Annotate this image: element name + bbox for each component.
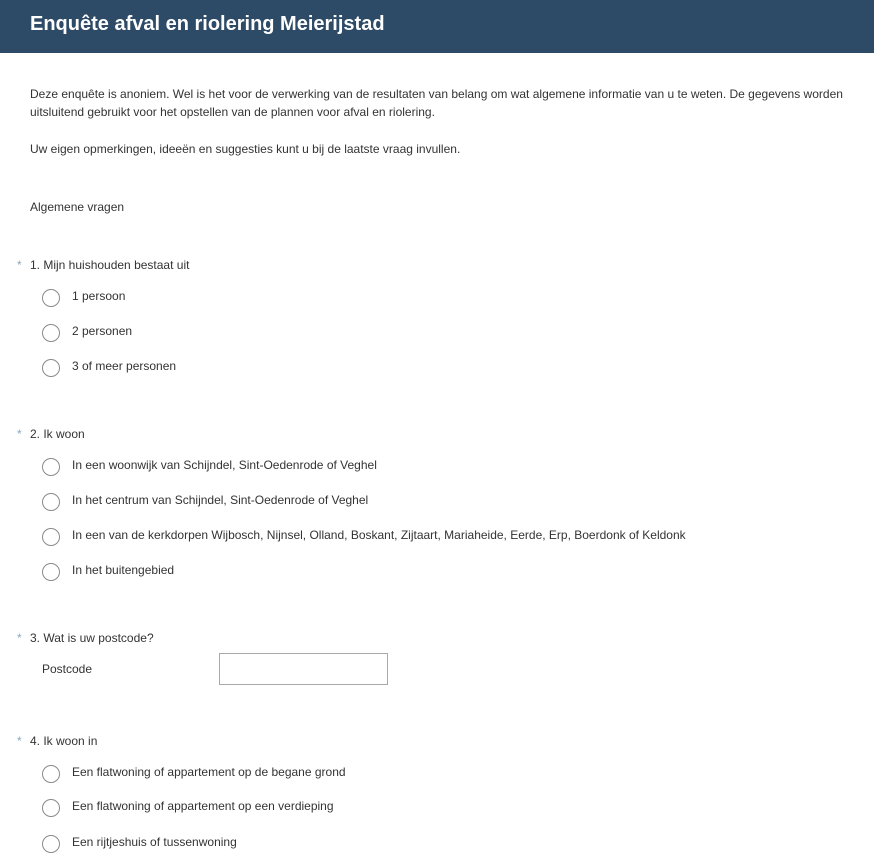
option-label: Een rijtjeshuis of tussenwoning: [72, 835, 237, 849]
required-asterisk-icon: *: [17, 427, 22, 441]
radio-option-flat-verdieping[interactable]: [42, 797, 334, 819]
question-label: 3. Wat is uw postcode?: [30, 631, 154, 645]
option-label: 3 of meer personen: [72, 359, 177, 373]
radio-button[interactable]: [42, 493, 60, 511]
radio-button[interactable]: [42, 765, 60, 783]
postcode-input[interactable]: [219, 653, 388, 685]
question-label: 2. Ik woon: [30, 427, 85, 441]
required-asterisk-icon: *: [17, 258, 22, 272]
radio-option-woonwijk[interactable]: [42, 456, 377, 478]
radio-option-centrum[interactable]: [42, 491, 368, 513]
radio-button[interactable]: [42, 289, 60, 307]
page-header: [0, 0, 874, 53]
radio-button[interactable]: [42, 835, 60, 853]
radio-button[interactable]: [42, 324, 60, 342]
radio-button[interactable]: [42, 458, 60, 476]
radio-option-buitengebied[interactable]: [42, 561, 174, 583]
radio-option-kerkdorpen[interactable]: [42, 526, 686, 548]
intro-paragraph-anonymous: Deze enquête is anoniem. Wel is het voor de verwerking van de resultaten van belang om wat algemene informatie van u te weten. De gegevens worden uitsluitend gebruikt voor het opstellen van de plannen voor afval en riolering.: [30, 87, 843, 119]
intro-paragraph-comments: Uw eigen opmerkingen, ideeën en suggesties kunt u bij de laatste vraag invullen.: [30, 142, 461, 156]
postcode-label: Postcode: [42, 662, 93, 676]
option-label: In het buitengebied: [72, 563, 175, 577]
radio-option-3-of-meer-personen[interactable]: [42, 357, 176, 379]
question-label: 1. Mijn huishouden bestaat uit: [30, 258, 190, 272]
question-1-household: [17, 258, 189, 272]
radio-option-flat-begane-grond[interactable]: [42, 763, 346, 785]
option-label: 1 persoon: [72, 289, 126, 303]
radio-button[interactable]: [42, 528, 60, 546]
radio-button[interactable]: [42, 359, 60, 377]
required-asterisk-icon: *: [17, 734, 22, 748]
section-title-general: Algemene vragen: [30, 200, 125, 214]
option-label: In een woonwijk van Schijndel, Sint-Oedenrode of Veghel: [72, 458, 377, 472]
survey-title: Enquête afval en riolering Meierijstad: [30, 13, 385, 35]
radio-button[interactable]: [42, 563, 60, 581]
radio-option-2-personen[interactable]: [42, 322, 132, 344]
question-2-residence: [17, 427, 85, 441]
option-label: Een flatwoning of appartement op de begane grond: [72, 765, 346, 779]
radio-option-1-persoon[interactable]: [42, 287, 125, 309]
required-asterisk-icon: *: [17, 631, 22, 645]
question-label: 4. Ik woon in: [30, 734, 98, 748]
question-3-postcode: [17, 631, 154, 645]
question-4-dwelling-type: [17, 734, 97, 748]
radio-button[interactable]: [42, 799, 60, 817]
option-label: In een van de kerkdorpen Wijbosch, Nijnsel, Olland, Boskant, Zijtaart, Mariaheide, Eerde, Erp, Boerdonk of Keldonk: [72, 528, 686, 542]
option-label: 2 personen: [72, 324, 133, 338]
radio-option-rijtjeshuis[interactable]: [42, 833, 237, 855]
option-label: Een flatwoning of appartement op een verdieping: [72, 799, 334, 813]
option-label: In het centrum van Schijndel, Sint-Oedenrode of Veghel: [72, 493, 369, 507]
